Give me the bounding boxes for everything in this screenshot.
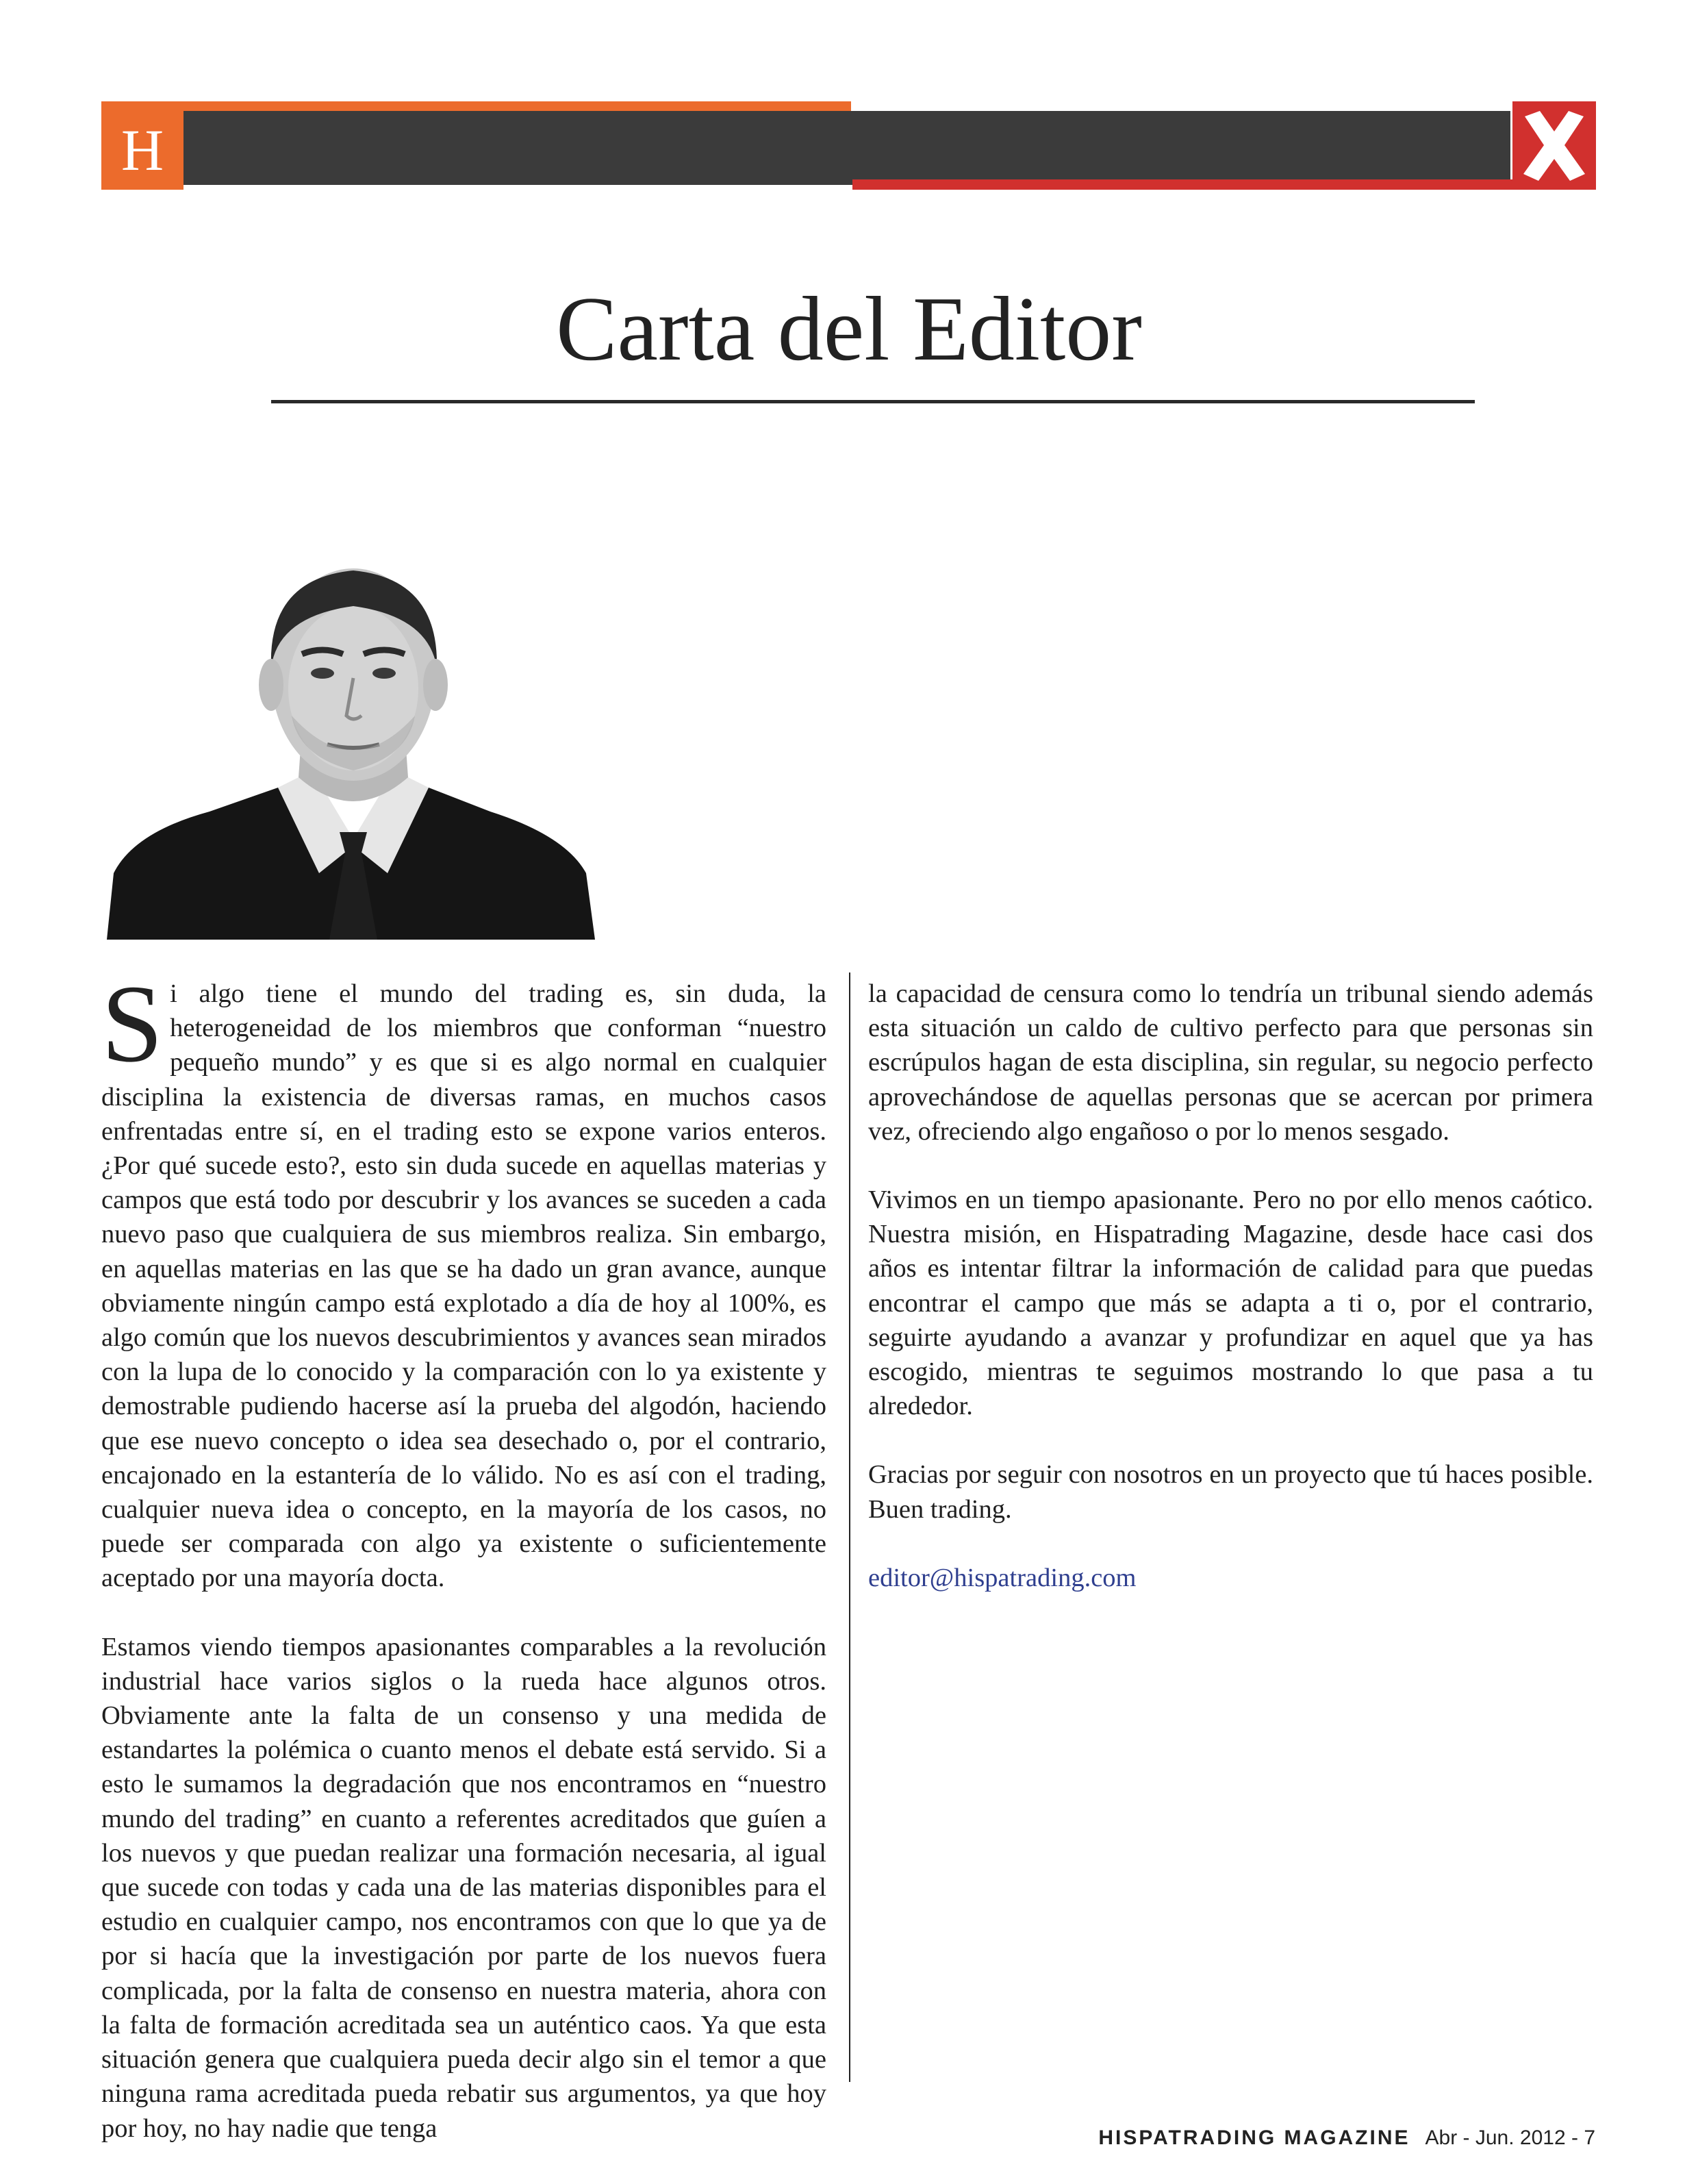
paragraph: Gracias por seguir con nosotros en un proyecto que tú haces posible. Buen trading.: [868, 1460, 1593, 1524]
paragraph: Vivimos en un tiempo apasionante. Pero no por ello menos caótico. Nuestra misión, en Hispatrading Magazine, desde hace casi dos años es intentar filtrar la información de calidad para que puedas encontrar el campo que más se adapta a ti o, por el contrario, seguirte ayudando a avanzar y profundizar en aquel que ya has escogido, mientras te seguimos mostrando lo que pasa a tu alrededor.: [868, 1185, 1593, 1421]
page-footer: [1098, 2124, 1595, 2152]
close-box[interactable]: [1512, 101, 1596, 190]
header-red-line: [852, 179, 1596, 190]
drop-cap: S: [101, 963, 164, 1085]
header-bar: [183, 111, 1510, 185]
column-divider: [849, 972, 850, 2082]
page-title: Carta del Editor: [556, 278, 1142, 379]
paragraph-text: i algo tiene el mundo del trading es, sin duda, la heterogeneidad de los miembros que conforman “nuestro pequeño mundo” y es que si es algo normal en cualquier disciplina la existencia de diversas ramas, en muchos casos enfrentadas entre sí, en el trading esto se expone varios enteros. ¿Por qué sucede esto?, esto sin duda sucede en aquellas materias y campos que está todo por descubrir y los avances se suceden a cada nuevo paso que cualquiera de sus miembros realiza. Sin embargo, en aquellas materias en las que se ha dado un gran avance, aunque obviamente ningún campo está explotado a día de hoy al 100%, es algo común que los nuevos descubrimientos y avances sean mirados con la lupa de lo conocido y la comparación con lo ya existente y demostrable pudiendo hacerse así la prueba del algodón, haciendo que ese nuevo concepto o idea sea desechado o, por el contrario, encajonado en la estantería de lo válido. No es así con el trading, cualquier nueva idea o concepto, en la mayoría de los casos, no puede ser comparada con algo ya existente o suficientemente aceptado por una mayoría docta.: [101, 979, 826, 1593]
header-logo: H: [101, 111, 183, 190]
paragraph: la capacidad de censura como lo tendría un tribunal siendo además esta situación un caldo de cultivo perfecto para que personas sin escrúpulos hagan de esta disciplina, sin regular, su negocio perfecto aprovechándose de aquellas personas que se acercan por primera vez, ofreciendo algo engañoso o por lo menos sesgado.: [868, 979, 1593, 1146]
article-column-right: [868, 977, 1593, 1629]
x-icon[interactable]: [1512, 101, 1596, 190]
editor-email-link[interactable]: editor@hispatrading.com: [868, 1563, 1137, 1592]
article-column-left: [101, 963, 826, 2180]
paragraph: [101, 963, 826, 1596]
footer-brand: HISPATRADING MAGAZINE: [1098, 2126, 1410, 2149]
header-orange-line: [101, 101, 851, 111]
editor-portrait-icon: [107, 551, 595, 940]
paragraph: Estamos viendo tiempos apasionantes comparables a la revolución industrial hace varios siglos o la rueda hace algunos otros. Obviamente ante la falta de un consenso y una medida de estandartes la polémica o cuanto menos el debate está servido. Si a esto le sumamos la degradación que nos encontramos en “nuestro mundo del trading” en cuanto a referentes acreditados que guíen a los nuevos y que puedan realizar una formación necesaria, al igual que sucede con todas y cada una de las materias disponibles para el estudio en cualquier campo, nos encontramos con que lo que ya de por si hacía que la investigación por parte de los nuevos fuera complicada, por la falta de consenso en nuestra materia, ahora con la falta de formación acreditada sea un auténtico caos. Ya que esta situación genera que cualquiera pueda decir algo sin el temor a que ninguna rama acreditada pueda rebatir sus argumentos, ya que hoy por hoy, no hay nadie que tenga: [101, 1632, 826, 2143]
footer-issue: Abr - Jun. 2012 - 7: [1425, 2126, 1595, 2149]
title-rule: [271, 400, 1475, 403]
